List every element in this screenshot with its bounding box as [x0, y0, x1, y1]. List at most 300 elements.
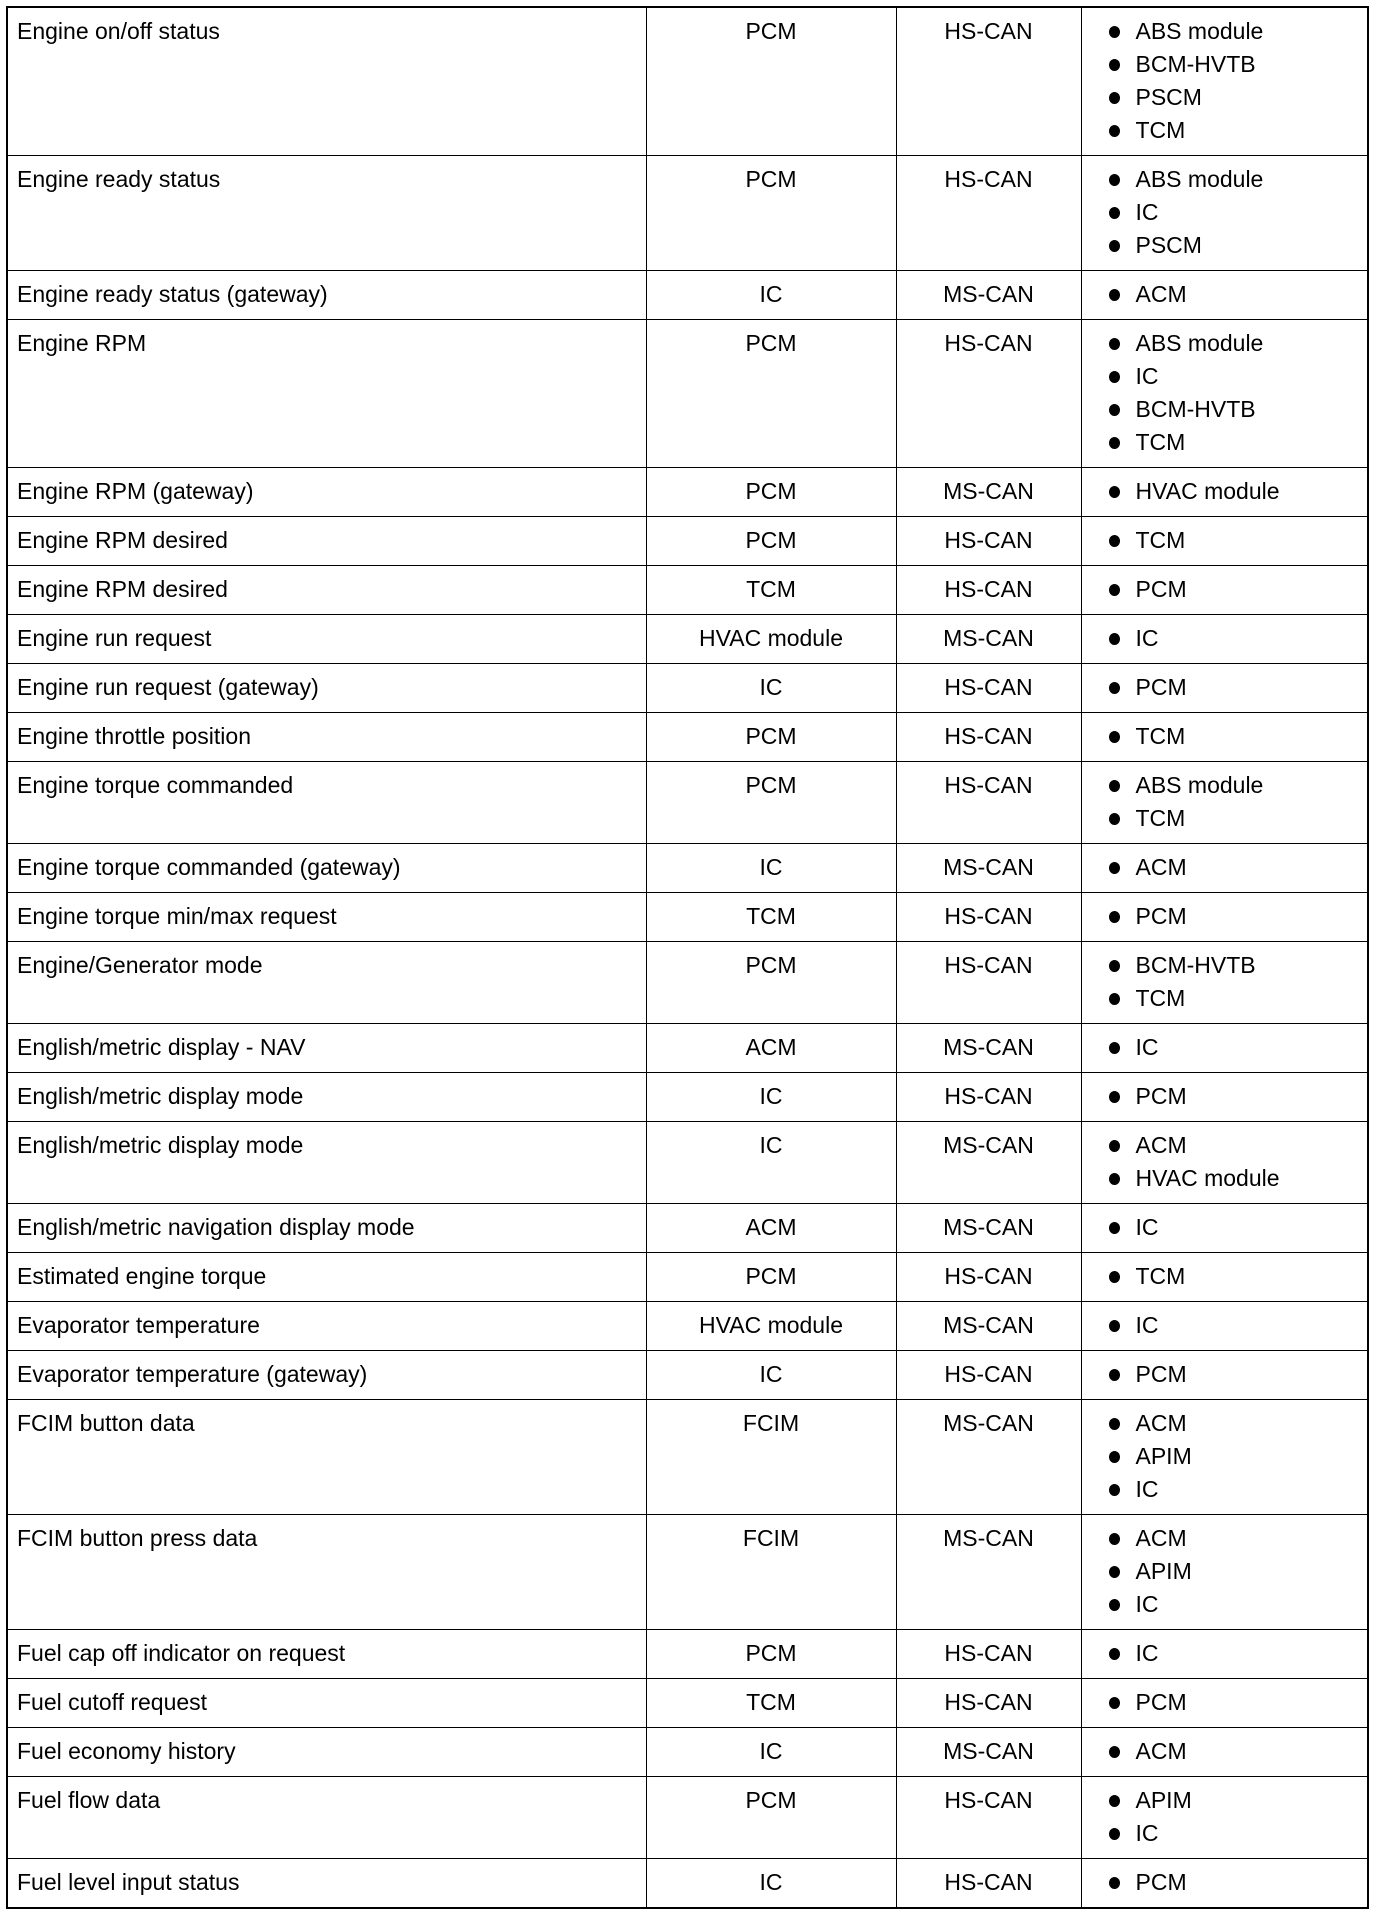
- source-module-cell: HVAC module: [646, 1302, 896, 1351]
- bullet-icon: [1109, 682, 1120, 694]
- network-cell: HS-CAN: [896, 713, 1081, 762]
- receiver-item: [1109, 196, 1368, 229]
- receivers-cell: [1081, 1073, 1368, 1122]
- table-row: [7, 1253, 1368, 1302]
- receiver-label: PCM: [1135, 576, 1187, 602]
- receiver-item: [1109, 524, 1368, 557]
- receiver-item: [1109, 48, 1368, 81]
- receiver-item: [1109, 1129, 1368, 1162]
- receiver-label: ABS module: [1135, 166, 1264, 192]
- bullet-icon: [1109, 1648, 1120, 1660]
- receiver-list: [1082, 1080, 1368, 1113]
- source-module-cell: FCIM: [646, 1400, 896, 1515]
- bullet-icon: [1109, 371, 1120, 383]
- bullet-icon: [1109, 1795, 1120, 1807]
- source-module-cell: PCM: [646, 320, 896, 468]
- bullet-icon: [1109, 862, 1120, 874]
- bullet-icon: [1109, 1222, 1120, 1234]
- signal-cell: Fuel cap off indicator on request: [7, 1630, 646, 1679]
- receivers-cell: [1081, 1859, 1368, 1909]
- signal-cell: English/metric display - NAV: [7, 1024, 646, 1073]
- table-row: [7, 468, 1368, 517]
- receiver-label: PCM: [1135, 1083, 1187, 1109]
- receiver-list: [1082, 1129, 1368, 1195]
- bullet-icon: [1109, 1042, 1120, 1054]
- receiver-list: [1082, 769, 1368, 835]
- receiver-label: ACM: [1135, 1525, 1187, 1551]
- receiver-list: [1082, 1260, 1368, 1293]
- network-cell: HS-CAN: [896, 1253, 1081, 1302]
- receivers-cell: [1081, 1515, 1368, 1630]
- receiver-list: [1082, 1407, 1368, 1506]
- receiver-label: TCM: [1135, 805, 1186, 831]
- source-module-cell: PCM: [646, 1253, 896, 1302]
- receiver-label: PCM: [1135, 1869, 1187, 1895]
- source-module-cell: PCM: [646, 7, 896, 156]
- bullet-icon: [1109, 1369, 1120, 1381]
- source-module-cell: PCM: [646, 517, 896, 566]
- bullet-icon: [1109, 125, 1120, 137]
- table-row: [7, 1777, 1368, 1859]
- network-cell: HS-CAN: [896, 1351, 1081, 1400]
- receiver-item: [1109, 393, 1368, 426]
- source-module-cell: IC: [646, 664, 896, 713]
- table-row: [7, 762, 1368, 844]
- receivers-cell: [1081, 320, 1368, 468]
- signal-cell: Engine run request (gateway): [7, 664, 646, 713]
- receivers-cell: [1081, 1204, 1368, 1253]
- receiver-item: [1109, 1866, 1368, 1899]
- table-row: [7, 517, 1368, 566]
- source-module-cell: PCM: [646, 468, 896, 517]
- receiver-item: [1109, 1358, 1368, 1391]
- bullet-icon: [1109, 1877, 1120, 1889]
- receiver-label: IC: [1135, 1591, 1159, 1617]
- network-cell: MS-CAN: [896, 1400, 1081, 1515]
- receivers-cell: [1081, 1728, 1368, 1777]
- source-module-cell: PCM: [646, 156, 896, 271]
- network-cell: MS-CAN: [896, 1204, 1081, 1253]
- receiver-label: PCM: [1135, 1361, 1187, 1387]
- receiver-item: [1109, 327, 1368, 360]
- bullet-icon: [1109, 1320, 1120, 1332]
- bullet-icon: [1109, 1533, 1120, 1545]
- receivers-cell: [1081, 942, 1368, 1024]
- table-row: [7, 893, 1368, 942]
- receiver-label: ABS module: [1135, 330, 1264, 356]
- signal-cell: Evaporator temperature: [7, 1302, 646, 1351]
- receiver-label: BCM-HVTB: [1135, 396, 1256, 422]
- bullet-icon: [1109, 960, 1120, 972]
- bullet-icon: [1109, 731, 1120, 743]
- receivers-cell: [1081, 1400, 1368, 1515]
- network-cell: MS-CAN: [896, 1024, 1081, 1073]
- table-row: [7, 1859, 1368, 1909]
- network-cell: HS-CAN: [896, 1630, 1081, 1679]
- receiver-list: [1082, 1031, 1368, 1064]
- table-row: [7, 1302, 1368, 1351]
- network-cell: MS-CAN: [896, 1515, 1081, 1630]
- receiver-item: [1109, 982, 1368, 1015]
- source-module-cell: PCM: [646, 762, 896, 844]
- receiver-item: [1109, 1817, 1368, 1850]
- signal-cell: Engine torque commanded (gateway): [7, 844, 646, 893]
- source-module-cell: PCM: [646, 713, 896, 762]
- network-cell: HS-CAN: [896, 320, 1081, 468]
- receiver-item: [1109, 1080, 1368, 1113]
- bullet-icon: [1109, 1566, 1120, 1578]
- receiver-label: PCM: [1135, 674, 1187, 700]
- receiver-list: [1082, 573, 1368, 606]
- signal-cell: English/metric display mode: [7, 1073, 646, 1122]
- source-module-cell: IC: [646, 1728, 896, 1777]
- receivers-cell: [1081, 1777, 1368, 1859]
- network-cell: MS-CAN: [896, 1302, 1081, 1351]
- receiver-item: [1109, 720, 1368, 753]
- signal-cell: Engine on/off status: [7, 7, 646, 156]
- table-row: [7, 664, 1368, 713]
- signal-cell: Fuel economy history: [7, 1728, 646, 1777]
- receiver-item: [1109, 1555, 1368, 1588]
- source-module-cell: ACM: [646, 1024, 896, 1073]
- bullet-icon: [1109, 437, 1120, 449]
- receiver-item: [1109, 851, 1368, 884]
- receiver-label: PCM: [1135, 903, 1187, 929]
- bullet-icon: [1109, 1091, 1120, 1103]
- receiver-label: IC: [1135, 199, 1159, 225]
- receiver-label: IC: [1135, 625, 1159, 651]
- source-module-cell: TCM: [646, 1679, 896, 1728]
- receivers-cell: [1081, 893, 1368, 942]
- receiver-label: TCM: [1135, 117, 1186, 143]
- receiver-list: [1082, 1522, 1368, 1621]
- signal-cell: Engine ready status: [7, 156, 646, 271]
- receiver-label: PSCM: [1135, 232, 1202, 258]
- signal-cell: Fuel flow data: [7, 1777, 646, 1859]
- receiver-label: TCM: [1135, 723, 1186, 749]
- network-cell: MS-CAN: [896, 271, 1081, 320]
- receivers-cell: [1081, 1024, 1368, 1073]
- receiver-item: [1109, 426, 1368, 459]
- network-cell: HS-CAN: [896, 664, 1081, 713]
- signal-cell: Fuel cutoff request: [7, 1679, 646, 1728]
- receiver-list: [1082, 1784, 1368, 1850]
- signal-cell: FCIM button data: [7, 1400, 646, 1515]
- receivers-cell: [1081, 1253, 1368, 1302]
- receiver-item: [1109, 1211, 1368, 1244]
- network-cell: MS-CAN: [896, 1728, 1081, 1777]
- receiver-list: [1082, 900, 1368, 933]
- signal-cell: Engine RPM: [7, 320, 646, 468]
- table-row: [7, 844, 1368, 893]
- receivers-cell: [1081, 1122, 1368, 1204]
- source-module-cell: HVAC module: [646, 615, 896, 664]
- receiver-item: [1109, 1637, 1368, 1670]
- source-module-cell: FCIM: [646, 1515, 896, 1630]
- source-module-cell: IC: [646, 1351, 896, 1400]
- receiver-label: TCM: [1135, 527, 1186, 553]
- receiver-item: [1109, 278, 1368, 311]
- receiver-list: [1082, 949, 1368, 1015]
- table-row: [7, 615, 1368, 664]
- source-module-cell: ACM: [646, 1204, 896, 1253]
- receiver-list: [1082, 1735, 1368, 1768]
- bullet-icon: [1109, 584, 1120, 596]
- receiver-label: ACM: [1135, 854, 1187, 880]
- source-module-cell: PCM: [646, 1630, 896, 1679]
- receiver-list: [1082, 671, 1368, 704]
- source-module-cell: IC: [646, 844, 896, 893]
- bullet-icon: [1109, 1173, 1120, 1185]
- bullet-icon: [1109, 207, 1120, 219]
- receiver-label: BCM-HVTB: [1135, 952, 1256, 978]
- receiver-label: ACM: [1135, 1738, 1187, 1764]
- bullet-icon: [1109, 92, 1120, 104]
- receiver-item: [1109, 1162, 1368, 1195]
- receiver-item: [1109, 229, 1368, 262]
- signal-cell: Evaporator temperature (gateway): [7, 1351, 646, 1400]
- receiver-label: IC: [1135, 1820, 1159, 1846]
- bullet-icon: [1109, 993, 1120, 1005]
- signal-cell: Engine torque commanded: [7, 762, 646, 844]
- network-cell: HS-CAN: [896, 1073, 1081, 1122]
- receiver-list: [1082, 475, 1368, 508]
- receiver-item: [1109, 114, 1368, 147]
- bullet-icon: [1109, 1828, 1120, 1840]
- receiver-list: [1082, 524, 1368, 557]
- receivers-cell: [1081, 7, 1368, 156]
- signal-cell: Engine torque min/max request: [7, 893, 646, 942]
- receiver-item: [1109, 802, 1368, 835]
- signal-cell: Engine RPM desired: [7, 566, 646, 615]
- receivers-cell: [1081, 517, 1368, 566]
- network-cell: HS-CAN: [896, 942, 1081, 1024]
- network-cell: MS-CAN: [896, 844, 1081, 893]
- receiver-item: [1109, 900, 1368, 933]
- receiver-label: TCM: [1135, 429, 1186, 455]
- network-cell: MS-CAN: [896, 468, 1081, 517]
- receiver-item: [1109, 163, 1368, 196]
- receiver-item: [1109, 1260, 1368, 1293]
- table-row: [7, 271, 1368, 320]
- receiver-list: [1082, 278, 1368, 311]
- source-module-cell: IC: [646, 271, 896, 320]
- table-row: [7, 942, 1368, 1024]
- table-row: [7, 1204, 1368, 1253]
- network-cell: HS-CAN: [896, 893, 1081, 942]
- receivers-cell: [1081, 156, 1368, 271]
- receiver-label: ACM: [1135, 281, 1187, 307]
- signal-cell: FCIM button press data: [7, 1515, 646, 1630]
- table-row: [7, 1630, 1368, 1679]
- receivers-cell: [1081, 615, 1368, 664]
- receiver-item: [1109, 1522, 1368, 1555]
- receiver-list: [1082, 163, 1368, 262]
- bullet-icon: [1109, 911, 1120, 923]
- table-row: [7, 320, 1368, 468]
- receiver-label: APIM: [1135, 1443, 1192, 1469]
- receivers-cell: [1081, 1679, 1368, 1728]
- receiver-label: ACM: [1135, 1132, 1187, 1158]
- network-cell: HS-CAN: [896, 1679, 1081, 1728]
- receiver-item: [1109, 622, 1368, 655]
- receiver-list: [1082, 1358, 1368, 1391]
- bullet-icon: [1109, 289, 1120, 301]
- receiver-item: [1109, 360, 1368, 393]
- source-module-cell: TCM: [646, 566, 896, 615]
- bullet-icon: [1109, 633, 1120, 645]
- bullet-icon: [1109, 1418, 1120, 1430]
- bullet-icon: [1109, 1599, 1120, 1611]
- receivers-cell: [1081, 468, 1368, 517]
- receiver-item: [1109, 1588, 1368, 1621]
- network-cell: MS-CAN: [896, 1122, 1081, 1204]
- signal-cell: Fuel level input status: [7, 1859, 646, 1909]
- table-row: [7, 1400, 1368, 1515]
- receiver-label: IC: [1135, 1312, 1159, 1338]
- network-cell: HS-CAN: [896, 566, 1081, 615]
- source-module-cell: PCM: [646, 942, 896, 1024]
- receivers-cell: [1081, 1351, 1368, 1400]
- receiver-label: IC: [1135, 1476, 1159, 1502]
- signal-cell: Engine RPM desired: [7, 517, 646, 566]
- bullet-icon: [1109, 240, 1120, 252]
- table-row: [7, 7, 1368, 156]
- bullet-icon: [1109, 1140, 1120, 1152]
- table-row: [7, 1122, 1368, 1204]
- receiver-list: [1082, 327, 1368, 459]
- receiver-list: [1082, 15, 1368, 147]
- table-row: [7, 1728, 1368, 1777]
- receiver-item: [1109, 1735, 1368, 1768]
- signal-cell: Engine RPM (gateway): [7, 468, 646, 517]
- table-row: [7, 1024, 1368, 1073]
- source-module-cell: TCM: [646, 893, 896, 942]
- source-module-cell: IC: [646, 1859, 896, 1909]
- receiver-label: TCM: [1135, 1263, 1186, 1289]
- receiver-item: [1109, 769, 1368, 802]
- receivers-cell: [1081, 271, 1368, 320]
- receiver-list: [1082, 851, 1368, 884]
- table-row: [7, 1679, 1368, 1728]
- bullet-icon: [1109, 535, 1120, 547]
- table-row: [7, 1515, 1368, 1630]
- receivers-cell: [1081, 566, 1368, 615]
- bullet-icon: [1109, 780, 1120, 792]
- network-cell: HS-CAN: [896, 156, 1081, 271]
- receiver-label: ACM: [1135, 1410, 1187, 1436]
- receiver-label: HVAC module: [1135, 1165, 1280, 1191]
- receiver-item: [1109, 1407, 1368, 1440]
- source-module-cell: IC: [646, 1073, 896, 1122]
- network-message-table: [6, 6, 1369, 1909]
- receiver-label: IC: [1135, 363, 1159, 389]
- receiver-item: [1109, 1309, 1368, 1342]
- receiver-list: [1082, 1309, 1368, 1342]
- receiver-item: [1109, 671, 1368, 704]
- bullet-icon: [1109, 1697, 1120, 1709]
- receiver-label: TCM: [1135, 985, 1186, 1011]
- network-cell: HS-CAN: [896, 7, 1081, 156]
- receiver-label: APIM: [1135, 1558, 1192, 1584]
- signal-cell: Engine throttle position: [7, 713, 646, 762]
- table-row: [7, 156, 1368, 271]
- receivers-cell: [1081, 1630, 1368, 1679]
- bullet-icon: [1109, 1746, 1120, 1758]
- receivers-cell: [1081, 762, 1368, 844]
- bullet-icon: [1109, 1484, 1120, 1496]
- receiver-item: [1109, 1784, 1368, 1817]
- receiver-list: [1082, 1211, 1368, 1244]
- receiver-label: APIM: [1135, 1787, 1192, 1813]
- signal-cell: English/metric navigation display mode: [7, 1204, 646, 1253]
- signal-cell: Engine run request: [7, 615, 646, 664]
- network-cell: HS-CAN: [896, 517, 1081, 566]
- receiver-label: IC: [1135, 1034, 1159, 1060]
- receiver-label: IC: [1135, 1214, 1159, 1240]
- table-row: [7, 1351, 1368, 1400]
- table-row: [7, 713, 1368, 762]
- receiver-label: ABS module: [1135, 18, 1264, 44]
- bullet-icon: [1109, 1451, 1120, 1463]
- receiver-label: HVAC module: [1135, 478, 1280, 504]
- receiver-label: PSCM: [1135, 84, 1202, 110]
- bullet-icon: [1109, 174, 1120, 186]
- receiver-list: [1082, 1866, 1368, 1899]
- receiver-label: BCM-HVTB: [1135, 51, 1256, 77]
- receiver-item: [1109, 475, 1368, 508]
- source-module-cell: IC: [646, 1122, 896, 1204]
- network-cell: HS-CAN: [896, 762, 1081, 844]
- receiver-list: [1082, 622, 1368, 655]
- network-cell: HS-CAN: [896, 1859, 1081, 1909]
- table-row: [7, 1073, 1368, 1122]
- receiver-item: [1109, 1473, 1368, 1506]
- signal-cell: Engine/Generator mode: [7, 942, 646, 1024]
- receiver-list: [1082, 1637, 1368, 1670]
- receiver-label: PCM: [1135, 1689, 1187, 1715]
- receivers-cell: [1081, 664, 1368, 713]
- bullet-icon: [1109, 59, 1120, 71]
- receiver-list: [1082, 720, 1368, 753]
- receiver-item: [1109, 1440, 1368, 1473]
- signal-cell: Estimated engine torque: [7, 1253, 646, 1302]
- receivers-cell: [1081, 844, 1368, 893]
- receiver-label: IC: [1135, 1640, 1159, 1666]
- signal-cell: Engine ready status (gateway): [7, 271, 646, 320]
- receiver-list: [1082, 1686, 1368, 1719]
- bullet-icon: [1109, 26, 1120, 38]
- source-module-cell: PCM: [646, 1777, 896, 1859]
- receiver-item: [1109, 949, 1368, 982]
- receiver-item: [1109, 81, 1368, 114]
- receivers-cell: [1081, 1302, 1368, 1351]
- bullet-icon: [1109, 338, 1120, 350]
- receiver-item: [1109, 573, 1368, 606]
- receiver-item: [1109, 15, 1368, 48]
- receivers-cell: [1081, 713, 1368, 762]
- receiver-item: [1109, 1686, 1368, 1719]
- bullet-icon: [1109, 486, 1120, 498]
- network-cell: HS-CAN: [896, 1777, 1081, 1859]
- bullet-icon: [1109, 404, 1120, 416]
- bullet-icon: [1109, 1271, 1120, 1283]
- table-row: [7, 566, 1368, 615]
- signal-cell: English/metric display mode: [7, 1122, 646, 1204]
- bullet-icon: [1109, 813, 1120, 825]
- receiver-item: [1109, 1031, 1368, 1064]
- receiver-label: ABS module: [1135, 772, 1264, 798]
